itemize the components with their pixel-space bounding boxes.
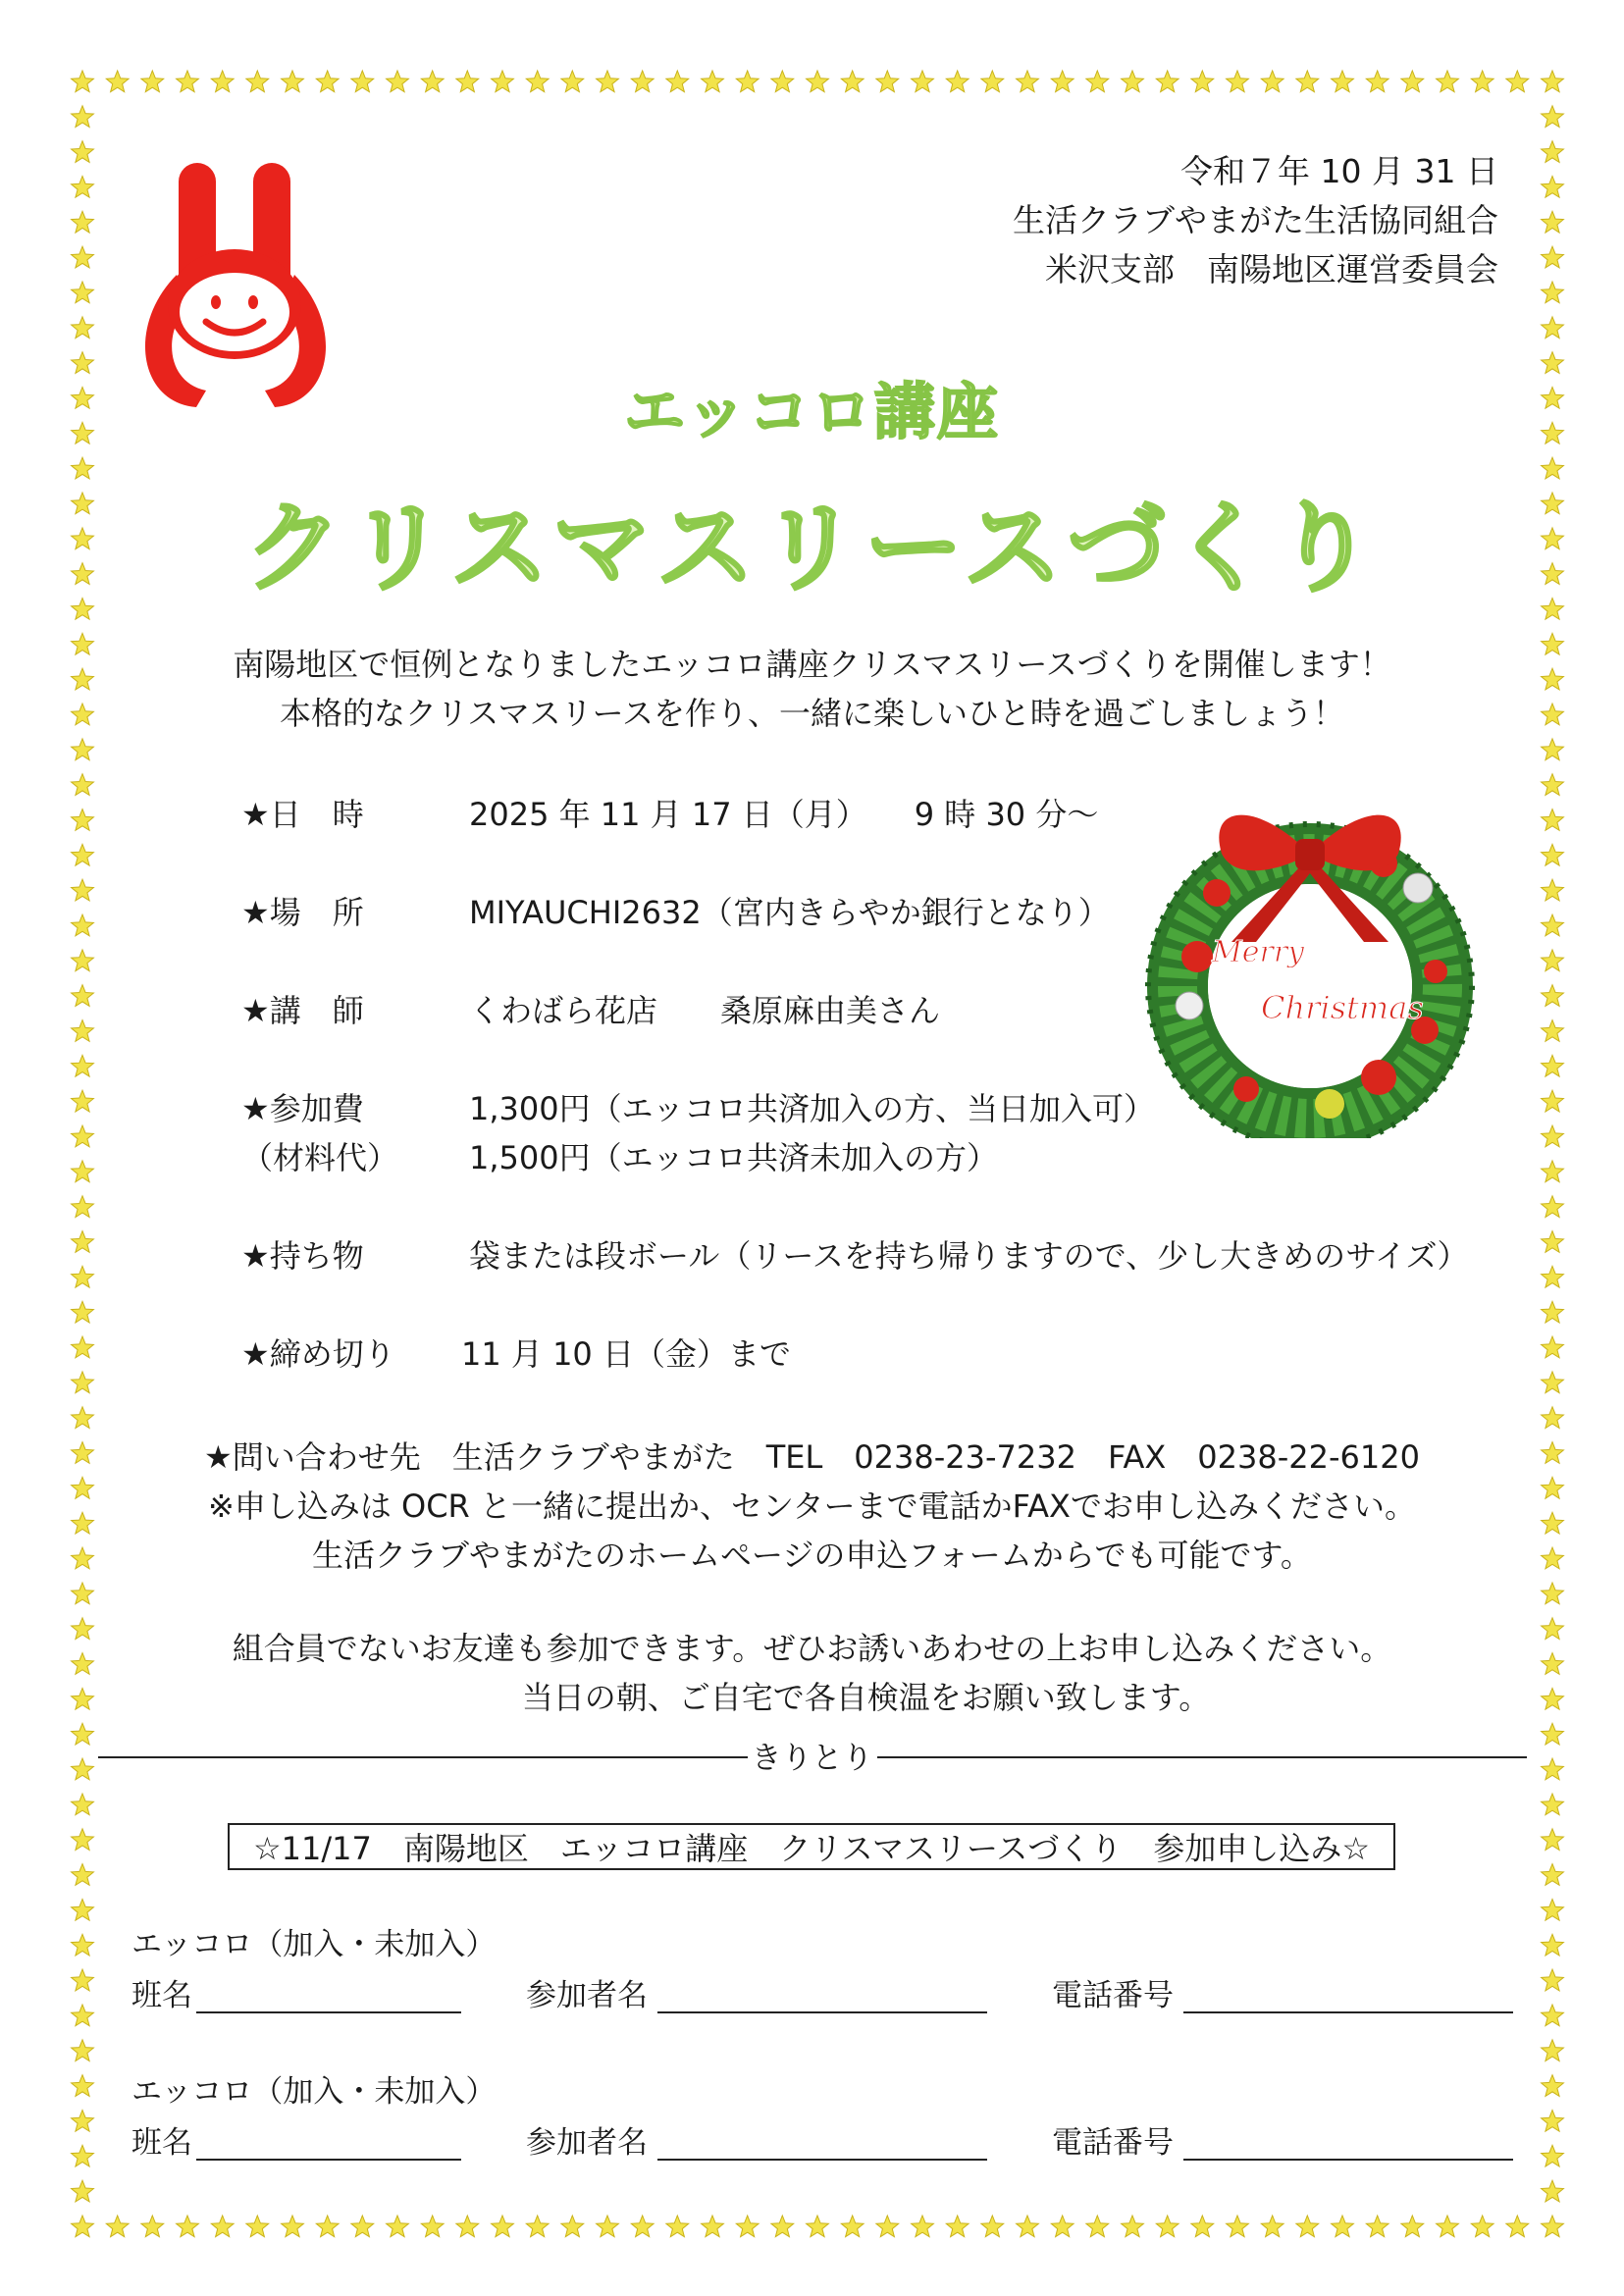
- form-group-label: 班名: [131, 2125, 192, 2161]
- border-star-icon: [597, 71, 619, 92]
- form-phone-label: 電話番号: [1052, 1978, 1174, 2013]
- border-star-icon: [1542, 844, 1564, 865]
- border-star-icon: [1366, 2216, 1388, 2237]
- form-title: ☆11/17 南陽地区 エッコロ講座 クリスマスリースづくり 参加申し込み☆: [228, 1823, 1395, 1870]
- border-star-icon: [387, 71, 409, 92]
- border-star-icon: [316, 2216, 339, 2237]
- border-star-icon: [72, 2040, 94, 2061]
- border-star-icon: [282, 71, 304, 92]
- border-star-icon: [1086, 71, 1109, 92]
- border-star-icon: [106, 71, 129, 92]
- border-star-icon: [1261, 2216, 1283, 2237]
- border-star-icon: [1227, 2216, 1249, 2237]
- border-star-icon: [72, 739, 94, 760]
- border-star-icon: [1542, 2040, 1564, 2061]
- border-star-icon: [351, 2216, 374, 2237]
- border-star-icon: [72, 844, 94, 865]
- detail-label: ★参加費: [241, 1090, 364, 1127]
- border-star-icon: [72, 71, 94, 92]
- organization-name: 生活クラブやまがた生活協同組合: [1013, 201, 1498, 239]
- border-star-icon: [1542, 1301, 1564, 1323]
- border-star-icon: [1542, 71, 1564, 92]
- form-participant-label: 参加者名: [526, 2125, 648, 2161]
- border-star-icon: [72, 1934, 94, 1956]
- border-star-icon: [807, 71, 829, 92]
- form-ekkoro-label: エッコロ（加入・未加入）: [131, 2074, 497, 2110]
- border-star-icon: [1401, 2216, 1424, 2237]
- branch-name: 米沢支部 南陽地区運営委員会: [1045, 250, 1498, 288]
- border-star-icon: [1332, 71, 1354, 92]
- detail-label: ★講 師: [241, 992, 364, 1029]
- detail-deadline: [0, 1330, 1624, 1379]
- border-star-icon: [1506, 2216, 1529, 2237]
- cut-label: きりとり: [0, 1733, 1624, 1777]
- form-phone-field[interactable]: [1183, 2159, 1513, 2161]
- christmas-wreath-image: [1138, 795, 1482, 1138]
- wreath-text-christmas: Christmas: [1261, 989, 1424, 1026]
- form-phone-field[interactable]: [1183, 2011, 1513, 2013]
- form-group-label: 班名: [131, 1978, 192, 2013]
- border-star-icon: [177, 2216, 199, 2237]
- border-star-icon: [597, 2216, 619, 2237]
- border-star-icon: [72, 1196, 94, 1218]
- border-star-icon: [1122, 2216, 1144, 2237]
- detail-value: 11 月 10 日（金）まで: [461, 1335, 791, 1373]
- border-star-icon: [771, 2216, 794, 2237]
- border-star-icon: [1542, 211, 1564, 233]
- border-star-icon: [387, 2216, 409, 2237]
- border-star-icon: [1542, 1583, 1564, 1604]
- form-ekkoro-label: エッコロ（加入・未加入）: [131, 1927, 497, 1962]
- border-star-icon: [421, 2216, 444, 2237]
- contact-line: ★問い合わせ先 生活クラブやまがた TEL 0238-23-7232 FAX 0238-22-6120: [204, 1438, 1420, 1476]
- border-star-icon: [1122, 71, 1144, 92]
- border-star-icon: [1401, 71, 1424, 92]
- form-participant-label: 参加者名: [526, 1978, 648, 2013]
- border-star-icon: [492, 71, 514, 92]
- border-star-icon: [141, 2216, 164, 2237]
- border-star-icon: [1542, 1196, 1564, 1218]
- border-star-icon: [1471, 71, 1493, 92]
- border-star-icon: [1156, 2216, 1179, 2237]
- border-star-icon: [666, 2216, 689, 2237]
- detail-label: ★持ち物: [241, 1237, 364, 1275]
- border-star-icon: [1017, 2216, 1039, 2237]
- border-star-icon: [72, 1829, 94, 1851]
- intro-line: 本格的なクリスマスリースを作り、一緒に楽しいひと時を過ごしましょう！: [279, 695, 1345, 732]
- detail-value: 1,500円（エッコロ共済未加入の方）: [469, 1139, 998, 1176]
- border-star-icon: [1542, 2111, 1564, 2132]
- border-star-icon: [526, 2216, 549, 2237]
- detail-value: くわばら花店 桑原麻由美さん: [469, 992, 941, 1029]
- border-star-icon: [526, 71, 549, 92]
- contact-line: ※申し込みは OCR と一緒に提出か、センターまで電話かFAXでお申し込みください。: [208, 1487, 1416, 1525]
- detail-value: MIYAUCHI2632（宮内きらやか銀行となり）: [469, 894, 1110, 931]
- border-star-icon: [807, 2216, 829, 2237]
- border-star-icon: [1542, 282, 1564, 303]
- border-star-icon: [561, 2216, 584, 2237]
- border-star-icon: [72, 2075, 94, 2097]
- border-star-icon: [1227, 71, 1249, 92]
- border-star-icon: [1542, 2180, 1564, 2202]
- border-star-icon: [981, 71, 1004, 92]
- border-star-icon: [1332, 2216, 1354, 2237]
- border-star-icon: [351, 71, 374, 92]
- border-star-icon: [1542, 1794, 1564, 1815]
- note-line: 組合員でないお友達も参加できます。ぜひお誘いあわせの上お申し込みください。: [232, 1630, 1392, 1667]
- border-star-icon: [1542, 1864, 1564, 1886]
- border-star-icon: [912, 2216, 934, 2237]
- border-star-icon: [702, 71, 724, 92]
- border-star-icon: [702, 2216, 724, 2237]
- note-line: 当日の朝、ご自宅で各自検温をお願い致します。: [521, 1679, 1211, 1716]
- border-star-icon: [72, 1900, 94, 1921]
- intro-line: 南陽地区で恒例となりましたエッコロ講座クリスマスリースづくりを開催します！: [233, 646, 1391, 683]
- border-star-icon: [631, 2216, 654, 2237]
- border-star-icon: [316, 71, 339, 92]
- border-star-icon: [1261, 71, 1283, 92]
- border-star-icon: [1542, 1900, 1564, 1921]
- border-star-icon: [1051, 2216, 1074, 2237]
- border-star-icon: [1542, 1969, 1564, 1991]
- issue-date: 令和７年 10 月 31 日: [1180, 152, 1498, 190]
- border-star-icon: [72, 2145, 94, 2166]
- border-star-icon: [946, 2216, 969, 2237]
- border-star-icon: [1542, 177, 1564, 198]
- border-star-icon: [912, 71, 934, 92]
- border-star-icon: [211, 71, 234, 92]
- border-star-icon: [876, 71, 899, 92]
- detail-items: [0, 1231, 1624, 1280]
- border-star-icon: [1542, 950, 1564, 971]
- border-star-icon: [876, 2216, 899, 2237]
- form-group-field[interactable]: [196, 2159, 461, 2161]
- border-star-icon: [246, 2216, 269, 2237]
- border-star-icon: [1437, 71, 1459, 92]
- form-phone-label: 電話番号: [1052, 2125, 1174, 2161]
- border-star-icon: [1542, 1407, 1564, 1429]
- border-star-icon: [1542, 106, 1564, 128]
- border-star-icon: [771, 71, 794, 92]
- border-star-icon: [72, 2180, 94, 2202]
- notes: [0, 1624, 1624, 1722]
- detail-fee-material: [0, 1133, 1624, 1182]
- border-star-icon: [1191, 2216, 1214, 2237]
- border-star-icon: [1471, 2216, 1493, 2237]
- border-star-icon: [1017, 71, 1039, 92]
- header-info: [1013, 147, 1498, 294]
- border-star-icon: [736, 2216, 759, 2237]
- contact-line: 生活クラブやまがたのホームページの申込フォームからでも可能です。: [312, 1537, 1312, 1574]
- border-star-icon: [282, 2216, 304, 2237]
- border-star-icon: [72, 246, 94, 268]
- border-star-icon: [1542, 1829, 1564, 1851]
- form-participant-field[interactable]: [657, 2159, 987, 2161]
- detail-label: （材料代）: [241, 1139, 399, 1176]
- border-star-icon: [72, 2111, 94, 2132]
- border-star-icon: [72, 1864, 94, 1886]
- border-star-icon: [946, 71, 969, 92]
- border-star-icon: [1086, 2216, 1109, 2237]
- border-star-icon: [841, 71, 864, 92]
- border-star-icon: [72, 2005, 94, 2026]
- border-star-icon: [72, 211, 94, 233]
- form-participant-field[interactable]: [657, 2011, 987, 2013]
- border-star-icon: [421, 71, 444, 92]
- border-star-icon: [72, 1055, 94, 1076]
- border-star-icon: [106, 2216, 129, 2237]
- border-star-icon: [631, 71, 654, 92]
- border-star-icon: [72, 950, 94, 971]
- border-star-icon: [72, 1794, 94, 1815]
- border-star-icon: [1542, 141, 1564, 163]
- wreath-text-merry: Merry: [1212, 935, 1305, 969]
- border-star-icon: [1437, 2216, 1459, 2237]
- border-star-icon: [72, 1969, 94, 1991]
- border-star-icon: [981, 2216, 1004, 2237]
- border-star-icon: [72, 177, 94, 198]
- border-star-icon: [1542, 1934, 1564, 1956]
- contact-info: [0, 1433, 1624, 1580]
- border-star-icon: [1296, 2216, 1319, 2237]
- border-star-icon: [72, 317, 94, 339]
- border-star-icon: [72, 1407, 94, 1429]
- detail-value: 1,300円（エッコロ共済加入の方、当日加入可）: [469, 1090, 1155, 1127]
- border-star-icon: [1542, 2075, 1564, 2097]
- detail-label: ★場 所: [241, 894, 364, 931]
- border-star-icon: [666, 71, 689, 92]
- border-star-icon: [1366, 71, 1388, 92]
- border-star-icon: [456, 71, 479, 92]
- border-star-icon: [72, 1583, 94, 1604]
- border-star-icon: [1542, 739, 1564, 760]
- detail-value: 袋または段ボール（リースを持ち帰りますので、少し大きめのサイズ）: [469, 1237, 1469, 1275]
- border-star-icon: [72, 106, 94, 128]
- border-star-icon: [1542, 2145, 1564, 2166]
- border-star-icon: [211, 2216, 234, 2237]
- border-star-icon: [1191, 71, 1214, 92]
- border-star-icon: [72, 282, 94, 303]
- form-group-field[interactable]: [196, 2011, 461, 2013]
- border-star-icon: [1156, 71, 1179, 92]
- intro-text: [0, 640, 1624, 738]
- border-star-icon: [1542, 317, 1564, 339]
- border-star-icon: [1542, 2216, 1564, 2237]
- detail-value: 2025 年 11 月 17 日（月） 9 時 30 分～: [469, 796, 1099, 833]
- detail-label: ★日 時: [241, 796, 364, 833]
- border-star-icon: [561, 71, 584, 92]
- border-star-icon: [841, 2216, 864, 2237]
- detail-label: ★締め切り: [241, 1335, 395, 1373]
- border-star-icon: [1051, 71, 1074, 92]
- border-star-icon: [736, 71, 759, 92]
- border-star-icon: [72, 141, 94, 163]
- border-star-icon: [1542, 246, 1564, 268]
- border-star-icon: [72, 2216, 94, 2237]
- border-star-icon: [177, 71, 199, 92]
- border-star-icon: [1506, 71, 1529, 92]
- event-subtitle: エッコロ講座: [624, 376, 1000, 447]
- border-star-icon: [141, 71, 164, 92]
- border-star-icon: [492, 2216, 514, 2237]
- border-star-icon: [1542, 2005, 1564, 2026]
- border-star-icon: [1542, 1055, 1564, 1076]
- event-title: クリスマスリースづくり: [244, 491, 1380, 605]
- border-star-icon: [72, 1301, 94, 1323]
- border-star-icon: [456, 2216, 479, 2237]
- border-star-icon: [246, 71, 269, 92]
- border-star-icon: [1296, 71, 1319, 92]
